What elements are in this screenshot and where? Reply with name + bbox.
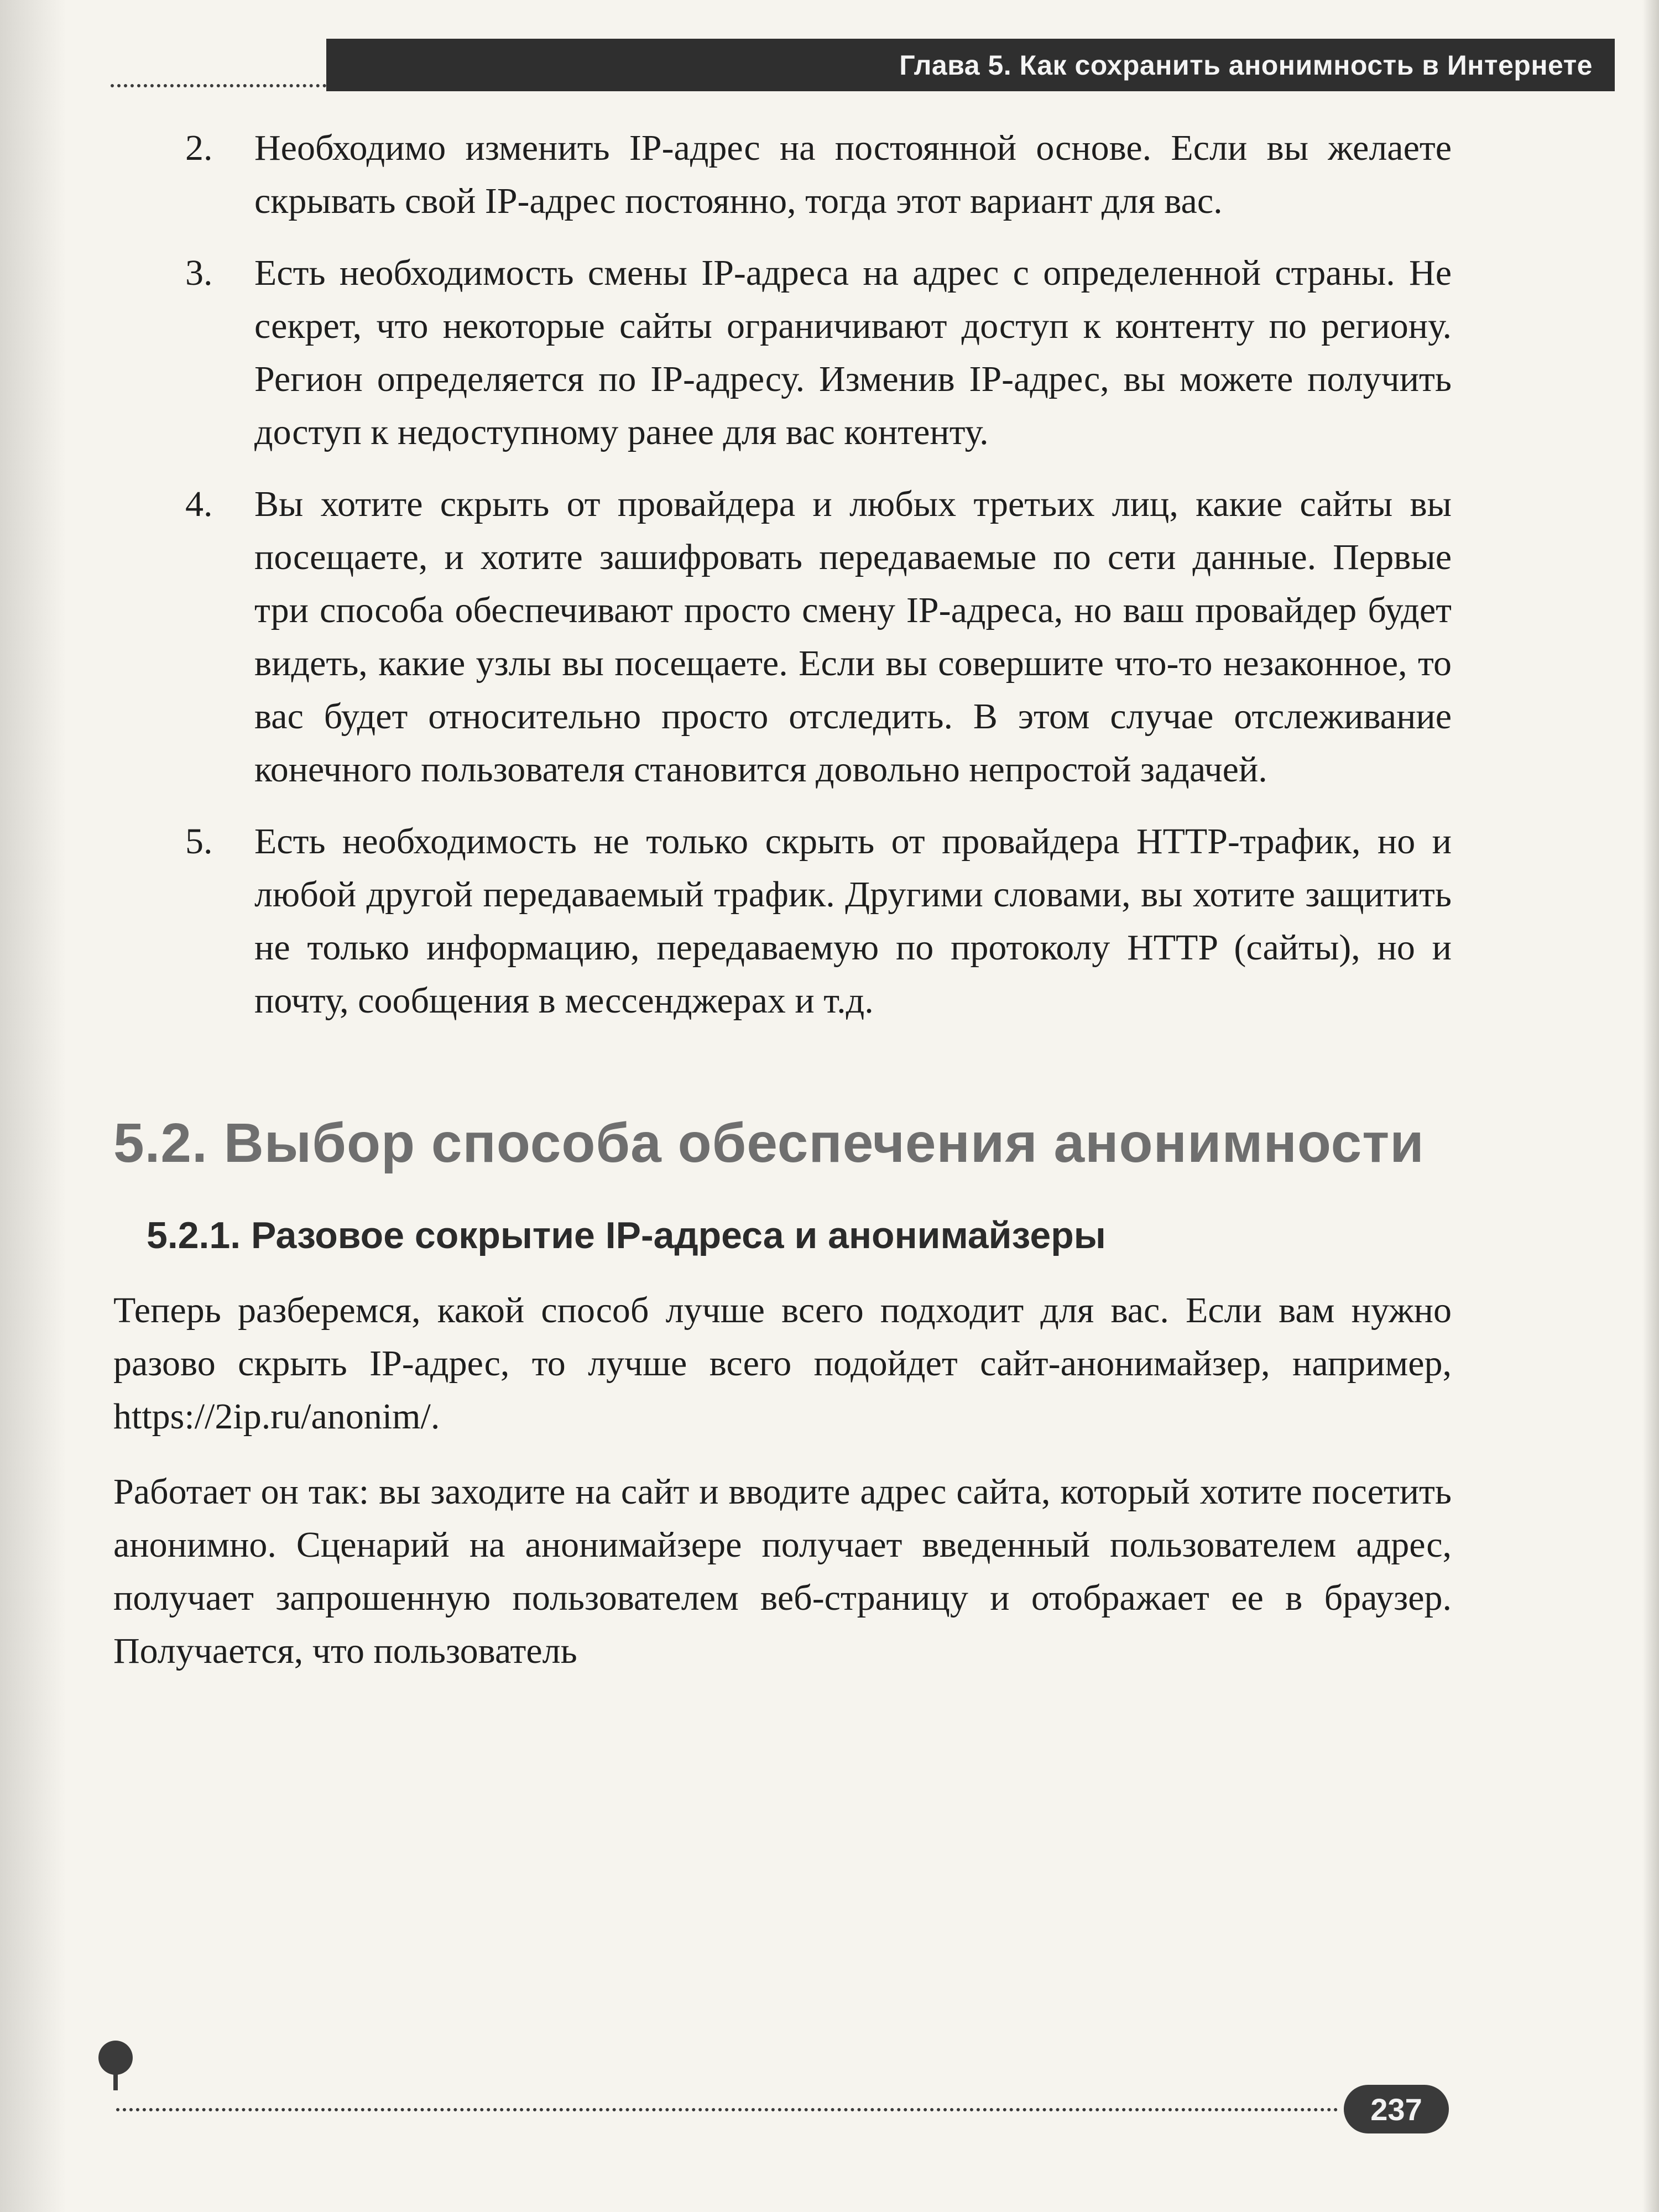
subsection-heading: 5.2.1. Разовое сокрытие IP-адреса и анонимайзеры: [147, 1214, 1106, 1256]
chapter-header: [326, 39, 1615, 91]
list-item: [113, 247, 1452, 459]
page-edge-shadow: [0, 0, 66, 2212]
body-paragraph: Теперь разберемся, какой способ лучше всего подходит для вас. Если вам нужно разово скрыть IP-адрес, то лучше всего подойдет сайт-анонимайзер, например, https://2ip.ru/anonim/.: [113, 1290, 1452, 1437]
chapter-title: Глава 5. Как сохранить анонимность в Интернете: [899, 49, 1593, 81]
footer-bullet-stem: [113, 2068, 118, 2090]
header-dotted-rule: [111, 84, 326, 87]
list-item-text: Необходимо изменить IP-адрес на постоянной основе. Если вы желаете скрывать свой IP-адрес постоянно, тогда этот вариант для вас.: [254, 128, 1452, 221]
list-item: [113, 815, 1452, 1027]
list-item-number: 4.: [185, 484, 213, 524]
list-item-number: 2.: [185, 128, 213, 168]
page-edge-shadow-right: [1642, 0, 1659, 2212]
section-heading: 5.2. Выбор способа обеспечения анонимности: [113, 1112, 1425, 1174]
list-item-text: Вы хотите скрыть от провайдера и любых третьих лиц, какие сайты вы посещаете, и хотите зашифровать передаваемые по сети данные. Первые три способа обеспечивают просто смену IP-адреса, но ваш провайдер будет видеть, какие узлы вы посещаете. Если вы совершите что-то незаконное, то вас будет относительно просто отследить. В этом случае отслеживание конечного пользователя становится довольно непростой задачей.: [254, 484, 1452, 790]
list-item-number: 5.: [185, 821, 213, 862]
list-item-text: Есть необходимость смены IP-адреса на адрес с определенной страны. Не секрет, что некоторые сайты ограничивают доступ к контенту по региону. Регион определяется по IP-адресу. Изменив IP-адрес, вы можете получить доступ к недоступному ранее для вас контенту.: [254, 253, 1452, 452]
list-item: [113, 478, 1452, 796]
page-number-badge: [1344, 2085, 1449, 2133]
list-item-text: Есть необходимость не только скрыть от провайдера HTTP-трафик, но и любой другой передаваемый трафик. Другими словами, вы хотите защитить не только информацию, передаваемую по протоколу HTTP (сайты), но и почту, сообщения в мессенджерах и т.д.: [254, 821, 1452, 1021]
body-paragraph: Работает он так: вы заходите на сайт и вводите адрес сайта, который хотите посетить анонимно. Сценарий на анонимайзере получает введенный пользователем адрес, получает запрошенную пользователем веб-страницу и отображает ее в браузер. Получается, что пользователь: [113, 1472, 1452, 1671]
list-item-number: 3.: [185, 253, 213, 293]
numbered-list: [113, 122, 1452, 1027]
footer-dotted-rule: [116, 2108, 1338, 2111]
page-number: 237: [1370, 2091, 1422, 2127]
list-item: [113, 122, 1452, 228]
page-content: [113, 122, 1452, 1678]
